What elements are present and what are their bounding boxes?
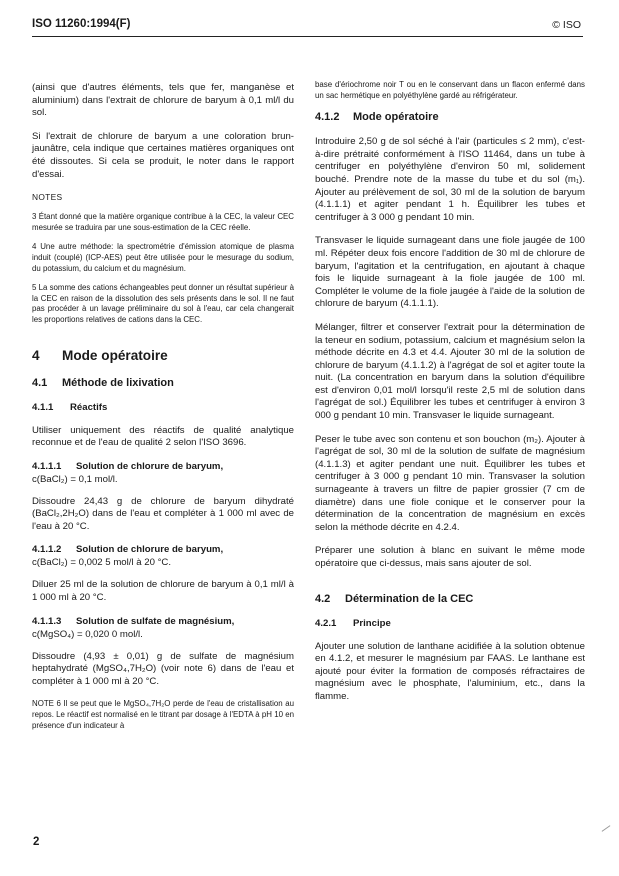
section-title: Solution de chlorure de baryum, [76, 544, 224, 556]
section-4-1-1-1-heading [32, 461, 294, 472]
paragraph: Si l'extrait de chlorure de baryum a une coloration brun-jaunâtre, cela indique que certaines matières organiques ont été dissoutes. Si cela se produit, le noter dans le rapport d'essai. [32, 130, 294, 180]
page-number: 2 [33, 836, 40, 848]
section-title: Solution de sulfate de magnésium, [76, 615, 235, 627]
paragraph: Ajouter une solution de lanthane acidifiée à la solution obtenue en 4.1.2, et mesurer le magnésium par FAAS. Le lanthane est ajouté pour éviter la formation de composés réfractaires de magnésium avec le phosphate, l'aluminium, etc., dans la flamme. [315, 640, 585, 702]
section-number: 4.1.2 [315, 111, 340, 124]
header-rule [32, 36, 583, 37]
paragraph: Utiliser uniquement des réactifs de qualité analytique reconnue et de l'eau de qualité 2 selon l'ISO 3696. [32, 424, 294, 449]
paragraph: Peser le tube avec son contenu et son bouchon (m₂). Ajouter à l'agrégat de sol, 30 ml de la solution de sulfate de magnésium (4.1.1.3) et agiter pendant une nuit. Équilibrer les tubes et centrifuger à 3 000 g pendant 10 min. Transvaser la solution surnageante à travers un filtre de papier grossier (7 cm de diamètre) dans une fiole conique et le conserver pour la détermination de la concentration de magnésium en excès selon la méthode décrite en 4.2.4. [315, 433, 585, 533]
section-title: Méthode de lixivation [62, 376, 174, 389]
section-number: 4.1.1.1 [32, 460, 62, 472]
section-4-1-1-3-heading [32, 616, 294, 627]
section-title: Mode opératoire [62, 347, 168, 363]
paragraph: Mélanger, filtrer et conserver l'extrait pour la détermination de la teneur en sodium, potassium, calcium et magnésium selon la méthode décrite en 4.3 et 4.4. Ajouter 30 ml de la solution de chlorure de baryum (4.1.1.2) à l'agrégat de sol et agiter toute la nuit. (La concentration en baryum dans la solution d'équilibre est d'environ 0,01 mol/l lorsqu'il reste 2,5 ml de solution dans l'agrégat de sol.) Équilibrer les tubes et centrifuger à environ 3 000 g pendant 10 min. Transvaser le liquide surnageant. [315, 321, 585, 422]
section-title: Détermination de la CEC [345, 592, 474, 605]
section-number: 4.2 [315, 592, 331, 605]
section-title: Principe [353, 617, 391, 629]
paragraph: Préparer une solution à blanc en suivant le même mode opératoire que ci-dessus, mais sans ajouter de sol. [315, 545, 585, 569]
scan-mark [602, 825, 611, 832]
section-4-heading [32, 348, 294, 363]
section-title: Mode opératoire [353, 111, 439, 124]
note-3: 3 Étant donné que la matière organique contribue à la CEC, la valeur CEC mesurée se traduira par une sous-estimation de la CEC réelle. [32, 212, 294, 232]
section-number: 4.2.1 [315, 617, 337, 629]
section-4-2-1-heading [315, 618, 585, 629]
section-title: Réactifs [70, 401, 108, 413]
paragraph: Dissoudre (4,93 ± 0,01) g de sulfate de magnésium heptahydraté (MgSO₄,7H₂O) (voir note 6) dans de l'eau et compléter à 1 000 ml à 20 °C. [32, 650, 294, 687]
section-number: 4.1.1.3 [32, 615, 62, 627]
section-4-1-2-heading [315, 111, 585, 123]
paragraph: Introduire 2,50 g de sol séché à l'air (particules ≤ 2 mm), c'est-à-dire prétraité conformément à l'ISO 11464, dans un tube à centrifuger en polyéthylène d'environ 50 ml, solidement bouché. Prendre note de la masse du tube et du sol (m₁). Ajouter au prélèvement de sol, 30 ml de la solution de baryum (4.1.1.1) et agiter pendant 1 h. Équilibrer les tubes et centrifuger à 3 000 g pendant 10 min. [315, 136, 585, 223]
right-column [315, 80, 585, 715]
section-number: 4 [32, 347, 40, 363]
paragraph: Transvaser le liquide surnageant dans une fiole jaugée de 100 ml. Répéter deux fois encore l'addition de 30 ml de chlorure de baryum, l'agitation et la centrifugation, en ajoutant à chaque fois le liquide surnageant à la fiole jaugée de 100 ml. Compléter le volume de la fiole jaugée à l'aide de la solution de chlorure de baryum (4.1.1.1). [315, 235, 585, 310]
note-5: 5 La somme des cations échangeables peut donner un résultat supérieur à la CEC en raison de la dissolution des sels présents dans le sol. Il ne faut pas procéder à un lavage préliminaire du sol à l'eau, car cela changerait les proportions relatives de cations dans la CEC. [32, 283, 294, 324]
paragraph: (ainsi que d'autres éléments, tels que fer, manganèse et aluminium) dans l'extrait de chlorure de baryum à 0,1 ml/l du sol. [32, 82, 294, 119]
paragraph: Diluer 25 ml de la solution de chlorure de baryum à 0,1 ml/l à 1 000 ml à 20 °C. [32, 579, 294, 604]
left-column [32, 82, 294, 740]
formula: c(BaCl₂) = 0,1 mol/l. [32, 473, 118, 485]
section-4-1-heading [32, 377, 294, 389]
section-4-2-heading [315, 593, 585, 605]
standard-identifier: ISO 11260:1994(F) [32, 18, 131, 30]
section-4-1-1-heading [32, 402, 294, 413]
section-number: 4.1 [32, 376, 48, 389]
notes-heading: NOTES [32, 192, 63, 203]
note-6: NOTE 6 Il se peut que le MgSO₄,7H₂O perde de l'eau de cristallisation au repos. Le réactif est normalisé en le titrant par dosage à l'EDTA à pH 10 en présence d'un indicateur à [32, 699, 294, 730]
section-4-1-1-2-heading [32, 544, 294, 555]
formula: c(MgSO₄) = 0,020 0 mol/l. [32, 628, 143, 640]
section-title: Solution de chlorure de baryum, [76, 460, 224, 472]
copyright-mark: © ISO [552, 19, 581, 31]
note-6-continued: base d'ériochrome noir T ou en le conservant dans un flacon enfermé dans un sac hermétique en polyéthylène gardé au réfrigérateur. [315, 80, 585, 100]
paragraph: Dissoudre 24,43 g de chlorure de baryum dihydraté (BaCl₂,2H₂O) dans de l'eau et compléter à 1 000 ml avec de l'eau à 20 °C. [32, 495, 294, 532]
section-number: 4.1.1 [32, 401, 54, 413]
formula: c(BaCl₂) = 0,002 5 mol/l à 20 °C. [32, 557, 172, 569]
note-4: 4 Une autre méthode: la spectrométrie d'émission atomique de plasma induit (couplé) (ICP-AES) peut être utilisée pour le mesurage du sodium, du potassium, du calcium et du magnésium. [32, 242, 294, 273]
section-number: 4.1.1.2 [32, 544, 62, 556]
